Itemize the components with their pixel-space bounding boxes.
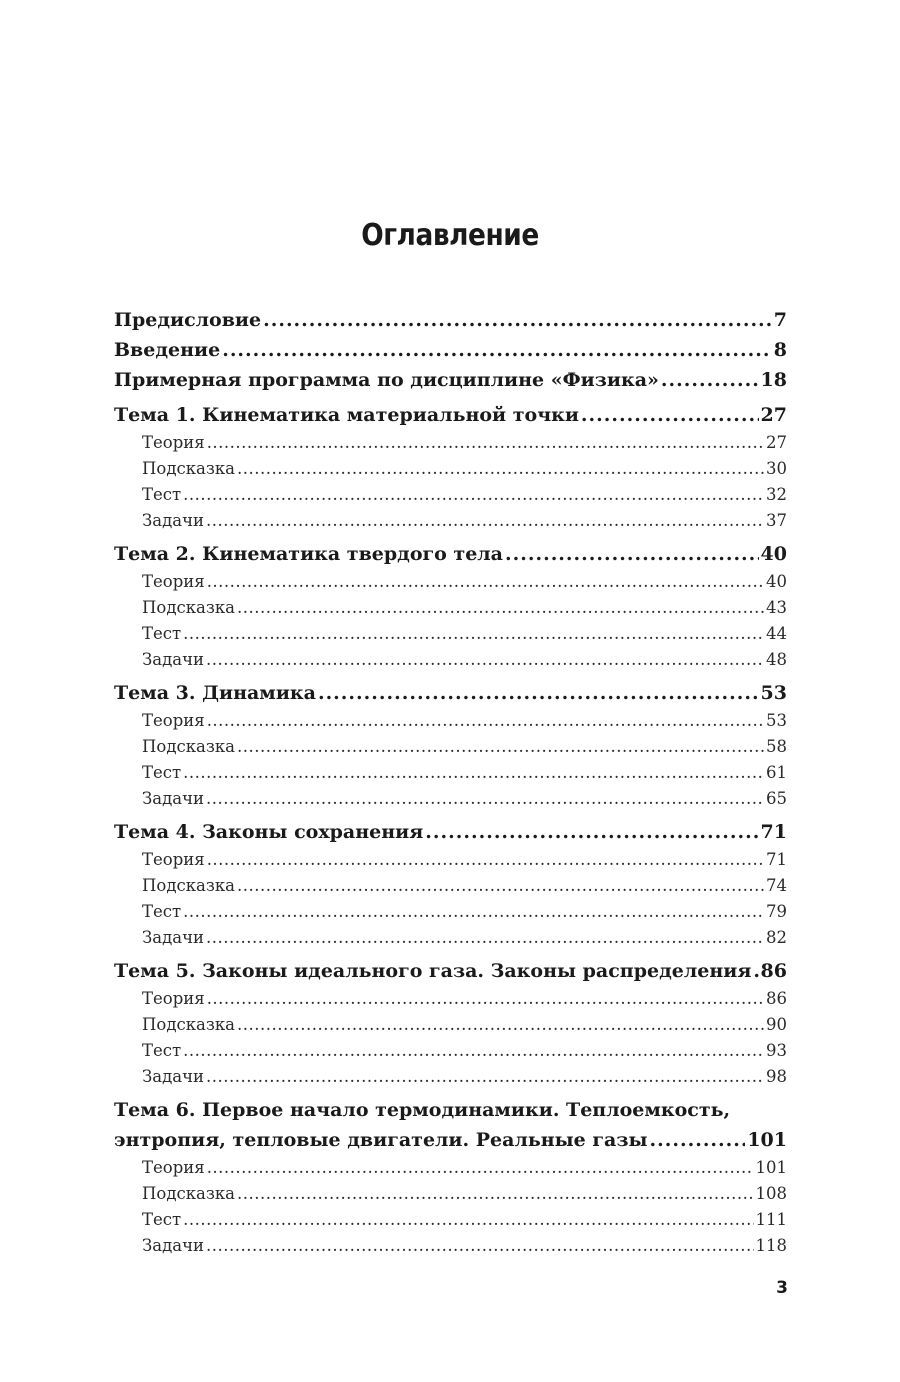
toc-leader-dots bbox=[207, 708, 764, 734]
toc-leader-dots bbox=[237, 456, 764, 482]
toc-entry-label: Теория bbox=[142, 572, 205, 591]
toc-entry-label: энтропия, тепловые двигатели. Реальные газы bbox=[114, 1129, 648, 1151]
toc-entry-page: 118 bbox=[755, 1236, 787, 1255]
toc-entry-page: 65 bbox=[766, 789, 787, 808]
toc-leader-dots bbox=[207, 430, 764, 456]
toc-subentry[interactable] bbox=[114, 647, 787, 673]
toc-subentry[interactable] bbox=[114, 508, 787, 534]
toc-subentry[interactable] bbox=[114, 899, 787, 925]
toc-subentry[interactable] bbox=[114, 786, 787, 812]
toc-entry-page: 48 bbox=[766, 650, 787, 669]
toc-leader-dots bbox=[207, 569, 764, 595]
toc-topic-heading[interactable] bbox=[114, 400, 787, 430]
toc-entry-label: Тема 3. Динамика bbox=[114, 682, 316, 704]
toc-subentry[interactable] bbox=[114, 873, 787, 899]
toc-entry-page: 79 bbox=[766, 902, 787, 921]
toc-subentry[interactable] bbox=[114, 1012, 787, 1038]
toc-subentry[interactable] bbox=[114, 847, 787, 873]
toc-entry-page: 37 bbox=[766, 511, 787, 530]
toc-leader-dots bbox=[207, 847, 764, 873]
toc-entry-label: Задачи bbox=[142, 789, 205, 808]
toc-entry-label: Тема 1. Кинематика материальной точки bbox=[114, 404, 579, 426]
toc-entry-page: 18 bbox=[760, 369, 787, 391]
toc-topic-6 bbox=[114, 1095, 787, 1259]
toc-entry-page: 58 bbox=[766, 737, 787, 756]
toc-subentry[interactable] bbox=[114, 1181, 787, 1207]
toc-subentry[interactable] bbox=[114, 1207, 787, 1233]
toc-entry-label: Задачи bbox=[142, 511, 205, 530]
toc-leader-dots bbox=[237, 1181, 753, 1207]
toc-leader-dots bbox=[237, 1012, 764, 1038]
toc-topic-heading[interactable] bbox=[114, 1125, 787, 1155]
toc-leader-dots bbox=[183, 1207, 753, 1233]
toc-leader-dots bbox=[206, 925, 764, 951]
toc-subentry[interactable] bbox=[114, 708, 787, 734]
toc-entry-page: 53 bbox=[760, 682, 787, 704]
toc-leader-dots bbox=[650, 1125, 746, 1155]
toc-leader-dots bbox=[318, 678, 759, 708]
page-title: Оглавление bbox=[361, 218, 539, 253]
toc-entry-label: Теория bbox=[142, 850, 205, 869]
toc-entry-page: 8 bbox=[773, 339, 787, 361]
toc-topic-2 bbox=[114, 539, 787, 673]
toc-entry-label: Тест bbox=[142, 624, 182, 643]
toc-entry-page: 7 bbox=[773, 309, 787, 331]
toc-entry-page: 40 bbox=[766, 572, 787, 591]
toc-entry-page: 86 bbox=[766, 989, 787, 1008]
toc-subentry[interactable] bbox=[114, 456, 787, 482]
toc-entry-page: 43 bbox=[766, 598, 787, 617]
toc-entry-label: Примерная программа по дисциплине «Физика» bbox=[114, 369, 659, 391]
toc-subentry[interactable] bbox=[114, 734, 787, 760]
toc-entry-page: 86 bbox=[760, 960, 787, 982]
toc-entry-label: Задачи bbox=[142, 928, 205, 947]
toc-entry-page: 61 bbox=[766, 763, 787, 782]
toc-leader-dots bbox=[222, 335, 772, 365]
toc-entry-page: 111 bbox=[755, 1210, 787, 1229]
toc-subentry[interactable] bbox=[114, 925, 787, 951]
toc-entry-page: 82 bbox=[766, 928, 787, 947]
toc-entry-page: 101 bbox=[755, 1158, 787, 1177]
toc-subentry[interactable] bbox=[114, 482, 787, 508]
toc-subentry[interactable] bbox=[114, 430, 787, 456]
toc-entry-page: 53 bbox=[766, 711, 787, 730]
toc-entry-label: Задачи bbox=[142, 1067, 205, 1086]
toc-topic-5 bbox=[114, 956, 787, 1090]
toc-subentry[interactable] bbox=[114, 760, 787, 786]
toc-leader-dots bbox=[183, 760, 764, 786]
toc-leader-dots bbox=[206, 647, 764, 673]
toc-entry-label: Подсказка bbox=[142, 598, 236, 617]
toc-subentry[interactable] bbox=[114, 1038, 787, 1064]
toc-subentry[interactable] bbox=[114, 986, 787, 1012]
toc-leader-dots bbox=[183, 1038, 764, 1064]
toc-entry-label: Подсказка bbox=[142, 737, 236, 756]
toc-subentry[interactable] bbox=[114, 595, 787, 621]
toc-topic-4 bbox=[114, 817, 787, 951]
toc-entry-label: Теория bbox=[142, 1158, 205, 1177]
toc-leader-dots bbox=[206, 508, 764, 534]
toc-entry-label: Подсказка bbox=[142, 876, 236, 895]
toc-front-matter bbox=[114, 305, 787, 395]
toc-entry-label: Теория bbox=[142, 433, 205, 452]
toc-entry-page: 74 bbox=[766, 876, 787, 895]
toc-leader-dots bbox=[206, 1233, 753, 1259]
toc-entry-label: Введение bbox=[114, 339, 221, 361]
table-of-contents bbox=[114, 305, 787, 1259]
toc-subentry[interactable] bbox=[114, 1233, 787, 1259]
toc-entry-page: 27 bbox=[766, 433, 787, 452]
toc-entry-label: Тест bbox=[142, 485, 182, 504]
toc-entry-page: 108 bbox=[755, 1184, 787, 1203]
toc-entry-page: 44 bbox=[766, 624, 787, 643]
toc-entry-page: 40 bbox=[760, 543, 787, 565]
toc-topic-heading-line1[interactable]: Тема 6. Первое начало термодинамики. Теплоемкость, bbox=[114, 1099, 731, 1121]
toc-entry-label: Тема 4. Законы сохранения bbox=[114, 821, 424, 843]
toc-topic-heading[interactable] bbox=[114, 539, 787, 569]
toc-entry-page: 101 bbox=[747, 1129, 787, 1151]
toc-entry-label: Задачи bbox=[142, 650, 205, 669]
toc-entry-label: Предисловие bbox=[114, 309, 262, 331]
toc-entry-page: 90 bbox=[766, 1015, 787, 1034]
toc-entry-label: Подсказка bbox=[142, 1015, 236, 1034]
toc-entry-program[interactable] bbox=[114, 365, 787, 395]
toc-entry-page: 30 bbox=[766, 459, 787, 478]
toc-topic-heading[interactable] bbox=[114, 678, 787, 708]
toc-leader-dots bbox=[183, 621, 764, 647]
toc-topic-1 bbox=[114, 400, 787, 534]
toc-entry-label: Тест bbox=[142, 1210, 182, 1229]
toc-entry-label: Тема 2. Кинематика твердого тела bbox=[114, 543, 503, 565]
toc-entry-preface[interactable] bbox=[114, 305, 787, 335]
toc-leader-dots bbox=[183, 482, 764, 508]
toc-leader-dots bbox=[425, 817, 758, 847]
toc-subentry[interactable] bbox=[114, 621, 787, 647]
toc-topic-heading[interactable] bbox=[114, 956, 787, 986]
toc-leader-dots bbox=[206, 786, 764, 812]
toc-leader-dots bbox=[183, 899, 764, 925]
toc-entry-page: 27 bbox=[760, 404, 787, 426]
toc-leader-dots bbox=[207, 1155, 754, 1181]
toc-entry-label: Тест bbox=[142, 763, 182, 782]
toc-entry-label: Теория bbox=[142, 989, 205, 1008]
toc-leader-dots bbox=[505, 539, 759, 569]
toc-leader-dots bbox=[661, 365, 759, 395]
toc-entry-label: Подсказка bbox=[142, 1184, 236, 1203]
toc-topic-heading[interactable] bbox=[114, 817, 787, 847]
toc-entry-introduction[interactable] bbox=[114, 335, 787, 365]
toc-entry-label: Тест bbox=[142, 902, 182, 921]
toc-leader-dots bbox=[206, 1064, 764, 1090]
toc-entry-label: Теория bbox=[142, 711, 205, 730]
toc-subentry[interactable] bbox=[114, 569, 787, 595]
toc-entry-page: 93 bbox=[766, 1041, 787, 1060]
toc-entry-page: 32 bbox=[766, 485, 787, 504]
page-number: 3 bbox=[776, 1278, 788, 1298]
toc-leader-dots bbox=[207, 986, 764, 1012]
toc-entry-label: Тест bbox=[142, 1041, 182, 1060]
toc-leader-dots bbox=[237, 734, 764, 760]
toc-entry-page: 71 bbox=[760, 821, 787, 843]
toc-entry-page: 71 bbox=[766, 850, 787, 869]
toc-subentry[interactable] bbox=[114, 1155, 787, 1181]
toc-entry-page: 98 bbox=[766, 1067, 787, 1086]
toc-topic-3 bbox=[114, 678, 787, 812]
toc-leader-dots bbox=[237, 595, 764, 621]
toc-entry-label: Задачи bbox=[142, 1236, 205, 1255]
toc-entry-label: Тема 5. Законы идеального газа. Законы распределения bbox=[114, 960, 752, 982]
toc-leader-dots bbox=[237, 873, 764, 899]
toc-leader-dots bbox=[263, 305, 772, 335]
toc-leader-dots bbox=[581, 400, 759, 430]
toc-subentry[interactable] bbox=[114, 1064, 787, 1090]
toc-leader-dots bbox=[753, 956, 758, 986]
toc-entry-label: Подсказка bbox=[142, 459, 236, 478]
